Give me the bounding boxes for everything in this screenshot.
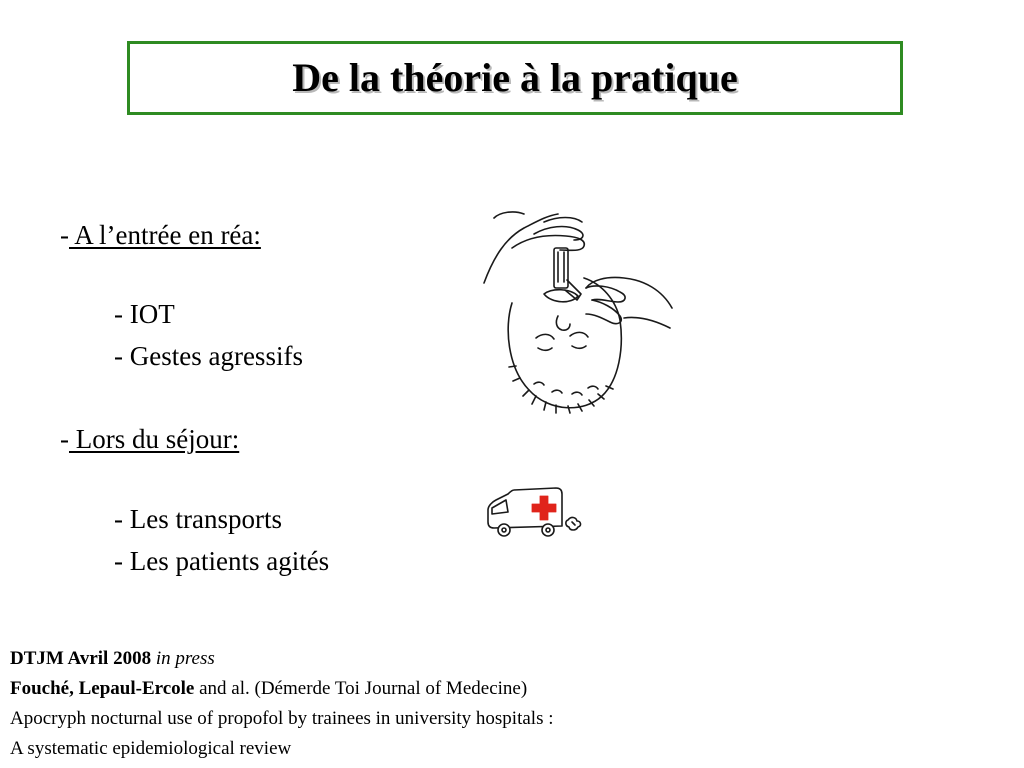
intubation-drawing-icon	[474, 208, 674, 418]
reference-journal-full: and al. (Démerde Toi Journal of Medecine)	[194, 678, 528, 699]
reference-line-1	[10, 647, 215, 671]
reference-line-3: Apocryph nocturnal use of propofol by trainees in university hospitals :	[10, 708, 554, 729]
list-item-gestes: - Gestes agressifs	[114, 341, 303, 371]
list-item-iot: - IOT	[114, 299, 175, 329]
reference-journal: DTJM Avril 2008	[10, 648, 152, 669]
reference-status: in press	[155, 648, 215, 669]
section-heading-sejour	[60, 424, 239, 454]
section-dash: -	[60, 220, 69, 250]
reference-authors: Fouché, Lepaul-Ercole	[10, 678, 195, 699]
section-heading-text: Lors du séjour:	[69, 424, 240, 454]
section-dash: -	[60, 424, 69, 454]
reference-line-4: A systematic epidemiological review	[10, 738, 292, 759]
list-item-agites: - Les patients agités	[114, 546, 330, 576]
list-item-transports: - Les transports	[114, 504, 282, 534]
title-box	[127, 41, 903, 115]
ambulance-icon	[484, 484, 584, 540]
section-heading-text: A l’entrée en réa:	[69, 220, 261, 250]
slide-title: De la théorie à la pratique	[292, 55, 738, 100]
section-heading-entree	[60, 220, 261, 250]
reference-line-2	[10, 677, 527, 701]
